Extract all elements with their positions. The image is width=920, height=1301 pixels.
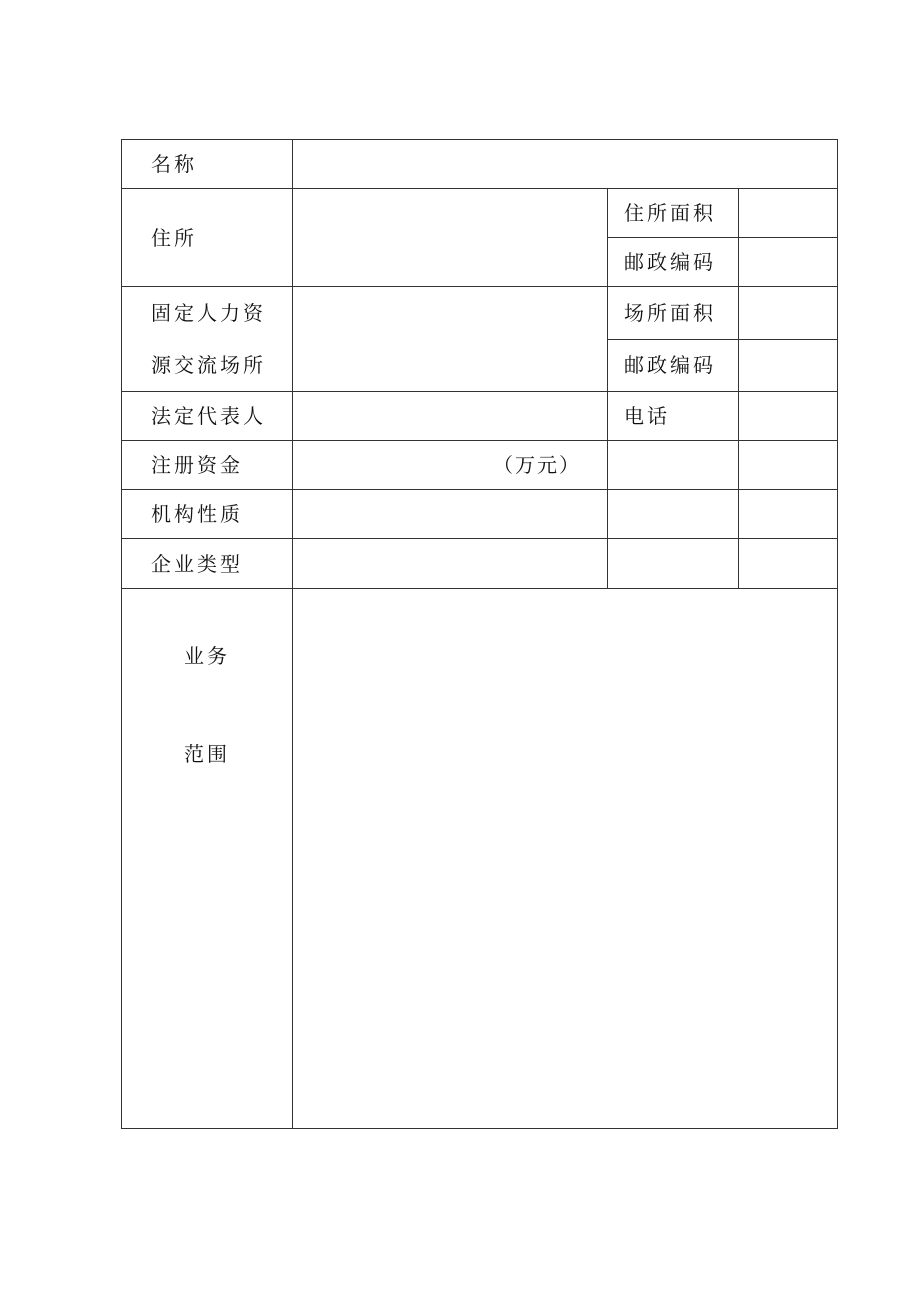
legal-rep-label: 法定代表人 <box>122 392 293 441</box>
row-address-a <box>122 189 838 238</box>
name-field[interactable] <box>293 140 838 189</box>
address-postcode-label: 邮政编码 <box>608 238 739 287</box>
business-scope-field[interactable] <box>293 589 838 1129</box>
venue-field[interactable] <box>293 287 608 392</box>
enterprise-type-extra-cell-2[interactable] <box>739 539 838 589</box>
row-org-nature <box>122 490 838 539</box>
business-scope-label-line2: 范围 <box>184 742 230 766</box>
venue-area-field[interactable] <box>739 287 838 340</box>
enterprise-type-label: 企业类型 <box>122 539 293 589</box>
business-scope-label-line1: 业务 <box>184 644 230 668</box>
row-venue-a <box>122 287 838 340</box>
legal-rep-field[interactable] <box>293 392 608 441</box>
venue-postcode-label: 邮政编码 <box>608 339 739 392</box>
venue-area-label: 场所面积 <box>608 287 739 340</box>
venue-postcode-field[interactable] <box>739 339 838 392</box>
row-name <box>122 140 838 189</box>
org-nature-field[interactable] <box>293 490 608 539</box>
enterprise-type-field[interactable] <box>293 539 608 589</box>
capital-unit: （万元） <box>493 453 581 477</box>
registration-form-table <box>121 139 838 1129</box>
address-area-field[interactable] <box>739 189 838 238</box>
address-label: 住所 <box>122 189 293 287</box>
venue-label <box>122 287 293 392</box>
address-postcode-field[interactable] <box>739 238 838 287</box>
phone-label: 电话 <box>608 392 739 441</box>
capital-extra-cell-2[interactable] <box>739 441 838 490</box>
org-nature-label: 机构性质 <box>122 490 293 539</box>
org-nature-extra-cell-1[interactable] <box>608 490 739 539</box>
row-legal-rep <box>122 392 838 441</box>
capital-field[interactable] <box>293 441 608 490</box>
capital-label: 注册资金 <box>122 441 293 490</box>
venue-label-line2: 源交流场所 <box>151 353 266 377</box>
row-enterprise-type <box>122 539 838 589</box>
row-business-scope <box>122 589 838 1129</box>
phone-field[interactable] <box>739 392 838 441</box>
address-field[interactable] <box>293 189 608 287</box>
capital-extra-cell-1[interactable] <box>608 441 739 490</box>
name-label: 名称 <box>122 140 293 189</box>
address-area-label: 住所面积 <box>608 189 739 238</box>
venue-label-line1: 固定人力资 <box>151 301 266 325</box>
business-scope-label <box>122 589 293 1129</box>
org-nature-extra-cell-2[interactable] <box>739 490 838 539</box>
enterprise-type-extra-cell-1[interactable] <box>608 539 739 589</box>
row-capital <box>122 441 838 490</box>
